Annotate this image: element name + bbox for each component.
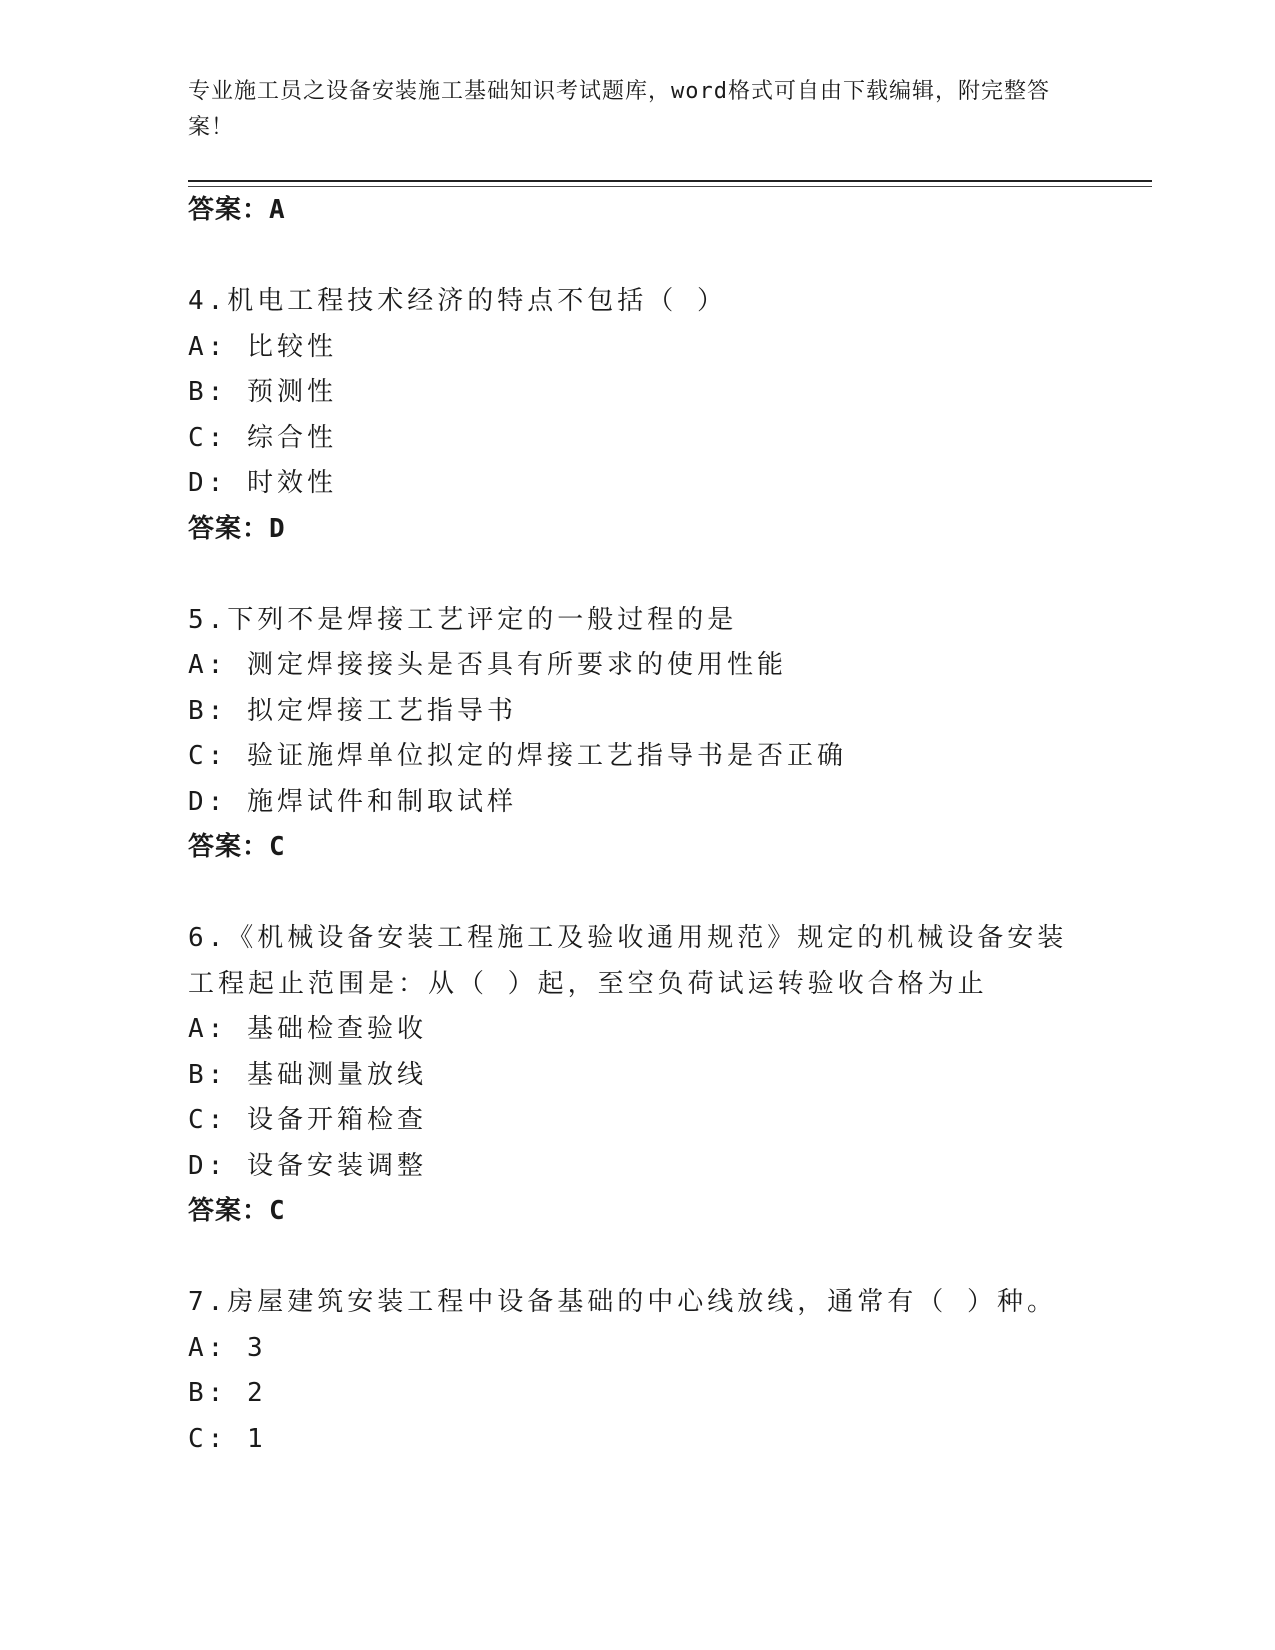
- header-divider-thin: [188, 186, 1152, 187]
- answer-value: C: [269, 1196, 286, 1226]
- option-b: B: 预测性: [188, 377, 337, 407]
- answer-line: [188, 507, 1068, 553]
- answer-label: 答案：: [188, 832, 270, 862]
- option-d: D: 施焊试件和制取试样: [188, 786, 517, 817]
- header-divider-thick: [188, 180, 1152, 182]
- answer-label: 答案：: [188, 195, 270, 225]
- question-content: [188, 188, 1068, 1462]
- answer-line: [188, 188, 1068, 234]
- question-block: [188, 1280, 1068, 1462]
- answer-label: 答案：: [188, 1196, 270, 1226]
- option-b: B: 基础测量放线: [188, 1059, 427, 1090]
- question-block: [188, 279, 1068, 552]
- option-c: C: 综合性: [188, 422, 337, 453]
- question-block: [188, 916, 1068, 1235]
- option-d: D: 设备安装调整: [188, 1150, 427, 1181]
- option-c: C: 验证施焊单位拟定的焊接工艺指导书是否正确: [188, 741, 847, 771]
- document-header: 专业施工员之设备安装施工基础知识考试题库，word格式可自由下载编辑，附完整答案！: [188, 79, 1050, 140]
- option-a: A: 测定焊接接头是否具有所要求的使用性能: [188, 650, 787, 680]
- question-stem: 5.下列不是焊接工艺评定的一般过程的是: [188, 604, 738, 635]
- answer-line: [188, 825, 1068, 871]
- option-a: A: 基础检查验收: [188, 1014, 427, 1044]
- option-d: D: 时效性: [188, 468, 337, 498]
- answer-label: 答案：: [188, 513, 270, 544]
- answer-value: D: [269, 513, 286, 544]
- answer-value: A: [269, 195, 286, 225]
- question-block: [188, 598, 1068, 871]
- option-c: C: 设备开箱检查: [188, 1105, 427, 1135]
- option-c: C: 1: [188, 1423, 267, 1454]
- question-stem: 6.《机械设备安装工程施工及验收通用规范》规定的机械设备安装工程起止范围是：从（ ）起，至空负荷试运转验收合格为止: [188, 923, 1068, 999]
- option-b: B: 拟定焊接工艺指导书: [188, 695, 517, 726]
- question-stem: 7.房屋建筑安装工程中设备基础的中心线放线，通常有（ ）种。: [188, 1287, 1057, 1317]
- question-stem: 4.机电工程技术经济的特点不包括（ ）: [188, 286, 727, 316]
- option-a: A: 3: [188, 1332, 267, 1363]
- answer-value: C: [269, 832, 286, 862]
- option-a: A: 比较性: [188, 331, 337, 362]
- option-b: B: 2: [188, 1378, 267, 1408]
- answer-line: [188, 1189, 1068, 1235]
